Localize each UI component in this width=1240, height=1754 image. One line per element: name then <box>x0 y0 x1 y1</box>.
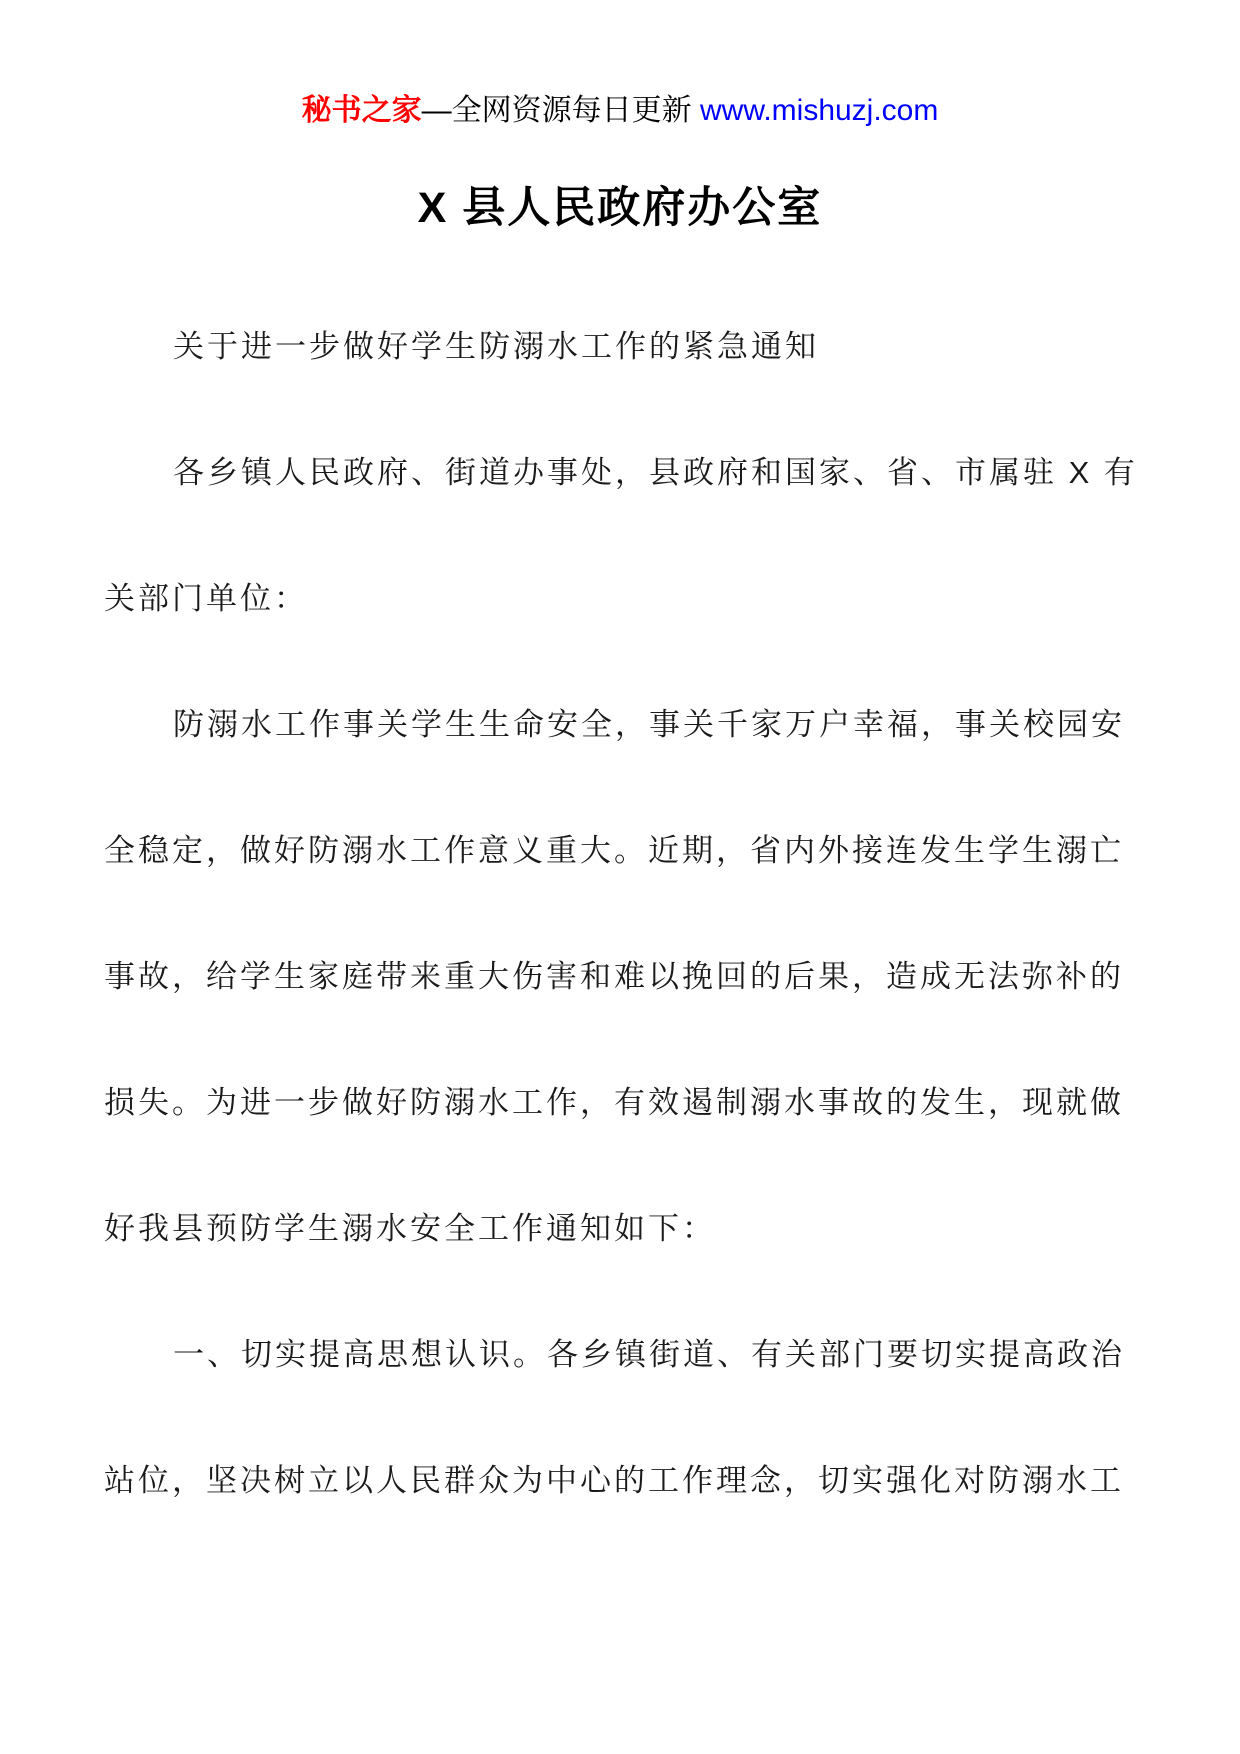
body-line-item1-1: 一、切实提高思想认识。各乡镇街道、有关部门要切实提高政治 <box>173 1336 1125 1372</box>
body-line-recipients-2: 关部门单位： <box>104 580 308 616</box>
document-body <box>104 280 1136 1540</box>
body-line-para1-3: 事故，给学生家庭带来重大伤害和难以挽回的后果，造成无法弥补的 <box>104 958 1124 994</box>
site-header <box>0 0 1240 132</box>
body-line-para1-5: 好我县预防学生溺水安全工作通知如下： <box>104 1210 716 1246</box>
site-brand: 秘书之家 <box>301 94 422 127</box>
site-url-link[interactable]: www.mishuzj.com <box>699 94 939 127</box>
body-line-para1-2: 全稳定，做好防溺水工作意义重大。近期，省内外接连发生学生溺亡 <box>104 832 1124 868</box>
body-line-item1-2: 站位，坚决树立以人民群众为中心的工作理念，切实强化对防溺水工 <box>104 1462 1124 1498</box>
body-line-subject: 关于进一步做好学生防溺水工作的紧急通知 <box>173 328 819 364</box>
site-tagline: —全网资源每日更新 <box>421 94 700 127</box>
body-line-recipients-1: 各乡镇人民政府、街道办事处，县政府和国家、省、市属驻 X 有 <box>173 454 1138 490</box>
document-title: X 县人民政府办公室 <box>417 184 823 232</box>
body-line-para1-4: 损失。为进一步做好防溺水工作，有效遏制溺水事故的发生，现就做 <box>104 1084 1124 1120</box>
body-line-para1-1: 防溺水工作事关学生生命安全，事关千家万户幸福，事关校园安 <box>173 706 1125 742</box>
